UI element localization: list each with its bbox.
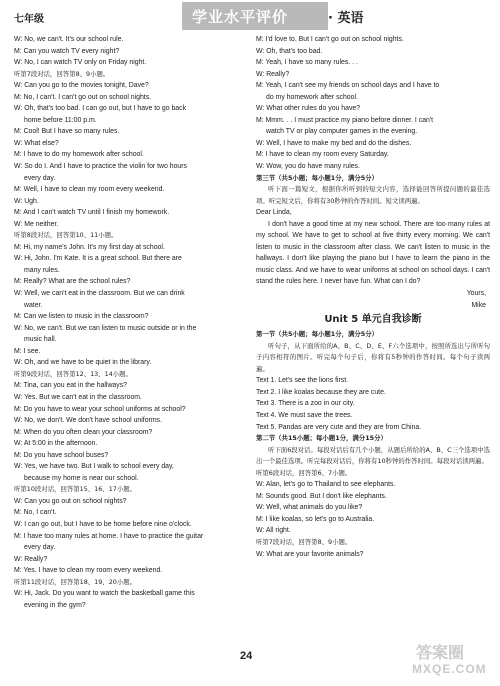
- subject-label: · 英语: [328, 11, 364, 26]
- dialogue-line: because my home is near our school.: [24, 474, 139, 482]
- section3-heading: 第三节（共5小题；每小题1分，满分5分）: [256, 173, 378, 182]
- dialogue-line: M: Sounds good. But I don't like elephants.: [256, 492, 387, 500]
- dialogue-line: watch TV or play computer games in the evening.: [266, 128, 418, 136]
- section3-instructions: 听下面一篇短文，根据你所听到的短文内容，选择能回答所提问题的最佳选项。听完短文后，你将有30秒钟的作答时间。短文读两遍。: [256, 185, 490, 205]
- dialogue-line: evening in the gym?: [24, 601, 86, 609]
- letter-signature: Mike: [471, 301, 486, 309]
- dialogue-line: W: Me neither.: [14, 220, 59, 228]
- instruction-line: 听第6段对话，回答第6、7小题。: [256, 468, 352, 477]
- dialogue-line: W: What else?: [14, 139, 59, 147]
- page-header: [0, 0, 500, 34]
- letter-body: I don't have a good time at my new school. There are too many rules at my school. We have to get to school at five thirty every morning. We can't listen to music in the classroom after class. We can't listen to music in the hallways. I don't like playing the piano but I have to learn the piano in the music class. And we have to wear uniforms at school on school days. I can't stand the rules here. I never have fun. What can I do?: [256, 220, 490, 286]
- watermark-bottom: MXQE.COM: [412, 662, 487, 676]
- dialogue-line: W: Well, I have to make my bed and do the dishes.: [256, 139, 412, 147]
- dialogue-line: M: I have too many rules at home. I have to practice the guitar: [14, 532, 204, 540]
- dialogue-line: M: When do you often clean your classroom?: [14, 428, 153, 436]
- page-number: 24: [240, 650, 253, 662]
- dialogue-line: W: Yes. But we can't eat in the classroom.: [14, 393, 142, 401]
- dialogue-line: every day.: [24, 174, 56, 182]
- dialogue-line: W: Really?: [256, 70, 290, 78]
- dialogue-line: music hall.: [24, 336, 57, 344]
- text-item: Text 3. There is a zoo in our city.: [256, 400, 355, 408]
- dialogue-line: M: Mmm. . . I must practice my piano before dinner. I can't: [256, 116, 434, 124]
- dialogue-line: M: I have to clean my room every Saturday.: [256, 151, 389, 159]
- dialogue-line: M: I see.: [14, 347, 41, 355]
- dialogue-line: W: All right.: [256, 527, 291, 535]
- dialogue-line: M: Do you have to wear your school uniforms at school?: [14, 405, 186, 413]
- instruction-line: 听第7段对话，回答第8、9小题。: [256, 537, 352, 546]
- dialogue-line: M: Yeah, I can't see my friends on school days and I have to: [256, 82, 440, 90]
- dialogue-line: W: Oh, and we have to be quiet in the library.: [14, 359, 152, 367]
- dialogue-line: M: Can we listen to music in the classroom?: [14, 313, 149, 321]
- text-item: Text 2. I like koalas because they are cute.: [256, 388, 386, 396]
- dialogue-line: W: Can you go to the movies tonight, Dave?: [14, 82, 149, 90]
- instruction-line: 听第11段对话，回答第18、19、20小题。: [14, 577, 136, 586]
- part2-heading: 第二节（共15小题；每小题1分，满分15分）: [256, 434, 387, 443]
- left-column: [14, 34, 248, 611]
- instruction-line: 听第9段对话，回答第12、13、14小题。: [14, 369, 132, 378]
- dialogue-line: M: Can you watch TV every night?: [14, 47, 120, 55]
- dialogue-continued: [256, 34, 490, 173]
- dialogue-line: do my homework after school.: [266, 93, 358, 101]
- dialogue-line: home before 11:00 p.m.: [24, 116, 97, 124]
- dialogue-line: W: Ugh.: [14, 197, 39, 205]
- dialogue-line: W: No, we don't. We don't have school uniforms.: [14, 417, 162, 425]
- instruction-line: 听第10段对话，回答第15、16、17小题。: [14, 485, 136, 494]
- instruction-line: 听第8段对话，回答第10、11小题。: [14, 231, 118, 240]
- watermark-logo: [412, 640, 492, 680]
- dialogue-line: W: Oh, that's too bad. I can go out, but I have to go back: [14, 105, 187, 113]
- dialogue-line: W: No, we can't. It's our school rule.: [14, 36, 124, 43]
- unit-title: Unit 5 单元自我诊断: [324, 314, 422, 326]
- dialogue-line: M: And I can't watch TV until I finish my homework.: [14, 209, 170, 217]
- dialogue-line: every day.: [24, 544, 56, 552]
- part1-instructions: 听句子，从下面所给的A、B、C、D、E、F六个选项中，按照所选出与所听句子内容相符的图片。听完每个句子后，你将有5秒钟的作答时间。每个句子读两遍。: [256, 341, 490, 373]
- dialogue-line: W: What other rules do you have?: [256, 105, 361, 113]
- text-item: Text 5. Pandas are very cute and they are from China.: [256, 423, 422, 431]
- grade-label: 七年级: [14, 14, 44, 25]
- right-column: [256, 34, 490, 560]
- dialogue-line: W: What are your favorite animals?: [256, 550, 364, 558]
- dialogue-line: many rules.: [24, 266, 60, 274]
- letter-closing: Yours,: [466, 290, 486, 298]
- dialogue-line: M: Really? What are the school rules?: [14, 278, 131, 286]
- dialogue-line: W: So do I. And I have to practice the violin for two hours: [14, 163, 187, 171]
- dialogue-line: M: Cool! But I have so many rules.: [14, 128, 120, 136]
- dialogue-line: W: Hi, Jack. Do you want to watch the basketball game this: [14, 590, 195, 598]
- dialogue-line: M: Well, I have to clean my room every weekend.: [14, 186, 165, 194]
- banner-title: 学业水平评价: [192, 8, 289, 26]
- title-banner: [182, 2, 328, 30]
- dialogue-line: M: I'd love to. But I can't go out on school nights.: [256, 36, 404, 43]
- dialogue-line: M: I like koalas, so let's go to Australia.: [256, 515, 375, 523]
- watermark-top: 答案圈: [416, 643, 465, 662]
- text-item: Text 1. Let's see the lions first.: [256, 377, 349, 385]
- part2-dialogue: [256, 468, 490, 560]
- part1-texts: [256, 375, 490, 433]
- instruction-line: 听第7段对话，回答第8、9小题。: [14, 69, 110, 78]
- dialogue-line: W: Well, what animals do you like?: [256, 504, 363, 512]
- dialogue-line: W: Alan, let's go to Thailand to see elephants.: [256, 481, 396, 489]
- part1-heading: 第一节（共5小题；每小题1分，满分5分）: [256, 330, 378, 339]
- dialogue-line: W: Wow, you do have many rules.: [256, 163, 360, 171]
- dialogue-line: M: No, I can't.: [14, 509, 57, 517]
- dialogue-line: W: Yes, we have two. But I walk to school every day,: [14, 463, 174, 471]
- dialogue-line: M: Yes. I have to clean my room every weekend.: [14, 567, 163, 575]
- dialogue-line: W: Hi, John. I'm Kate. It is a great school. But there are: [14, 255, 182, 263]
- text-item: Text 4. We must save the trees.: [256, 411, 353, 419]
- dialogue-line: W: Well, we can't eat in the classroom. But we can drink: [14, 290, 185, 298]
- dialogue-line: W: I can go out, but I have to be home before nine o'clock.: [14, 520, 192, 528]
- dialogue-line: M: Hi, my name's John. It's my first day at school.: [14, 243, 165, 251]
- dialogue-line: W: No, we can't. But we can listen to music outside or in the: [14, 324, 197, 332]
- dialogue-line: W: Really?: [14, 555, 48, 563]
- dialogue-line: M: Tina, can you eat in the hallways?: [14, 382, 127, 390]
- dialogue-line: W: Oh, that's too bad.: [256, 47, 323, 55]
- dialogue-line: M: Do you have school buses?: [14, 451, 109, 459]
- dialogue-line: W: No, I can watch TV only on Friday night.: [14, 59, 147, 67]
- part2-instructions: 听下面6段对话。每段对话后有几个小题，从题后所给的A、B、C三个选项中选出一个最佳选项。听完每段对话后，你将有10秒钟的作答时间。每段对话读两遍。: [256, 445, 490, 466]
- dialogue-line: M: No, I can't. I can't go out on school nights.: [14, 93, 152, 101]
- letter-salutation: Dear Linda,: [256, 209, 292, 217]
- dialogue-line: water.: [24, 301, 43, 309]
- dialogue-line: M: Yeah, I have so many rules. . .: [256, 59, 358, 67]
- dialogue-line: M: I have to do my homework after school.: [14, 151, 144, 159]
- dialogue-line: W: Can you go out on school nights?: [14, 497, 127, 505]
- dialogue-line: W: At 5:00 in the afternoon.: [14, 440, 98, 448]
